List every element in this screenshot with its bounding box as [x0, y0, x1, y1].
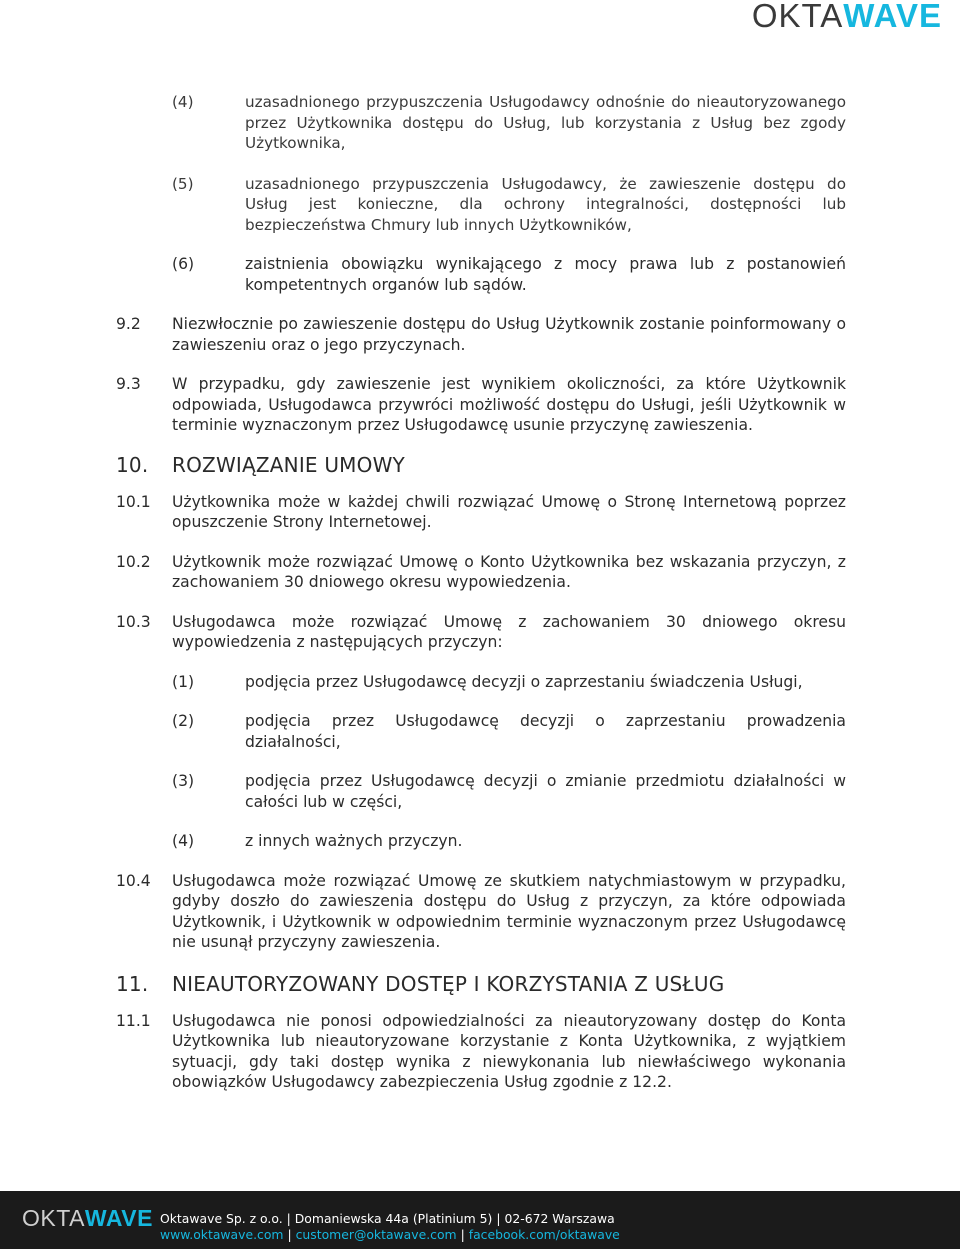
clause-number: 9.2: [116, 315, 141, 333]
list-item-text: uzasadnionego przypuszczenia Usługodawcy odnośnie do nieautoryzowanego przez Użytkownika dostępu do Usług, lub korzystania z Usług bez zgody Użytkownika,: [245, 93, 846, 152]
footer-address: Domaniewska 44a (Platinium 5): [294, 1211, 493, 1226]
clause-text: Usługodawca może rozwiązać Umowę z zachowaniem 30 dniowego okresu wypowiedzenia z następujących przyczyn:: [172, 612, 846, 651]
clause-text: W przypadku, gdy zawieszenie jest wynikiem okoliczności, za które Użytkownik odpowiada, Usługodawca przywróci możliwość dostępu do Usługi, jeśli Użytkownik w terminie wyznaczonym przez Usługodawcę usunie przyczynę zawieszenia.: [172, 375, 846, 434]
footer-company: Oktawave Sp. z o.o.: [160, 1211, 283, 1226]
clause-text: Użytkownik może rozwiązać Umowę o Konto Użytkownika bez wskazania przyczyn, z zachowaniem 30 dniowego okresu wypowiedzenia.: [172, 552, 846, 591]
clause-number: 10.2: [116, 552, 151, 571]
clause-11-1: [116, 1011, 846, 1093]
footer-city: 02-672 Warszawa: [504, 1211, 615, 1226]
list-item: [116, 92, 846, 154]
section-heading-11: [116, 972, 846, 996]
clause-number: 10.1: [116, 492, 151, 511]
list-item: [116, 254, 846, 295]
clause-number: 10.3: [116, 612, 151, 631]
list-item: [116, 711, 846, 752]
footer-separator: |: [287, 1227, 292, 1242]
clause-text: Usługodawca nie ponosi odpowiedzialności za nieautoryzowany dostęp do Konta Użytkownika lub nieautoryzowane korzystanie z Konta Użytkownika, z wyjątkiem sytuacji, gdy taki dostęp wynika z niewykonania lub niewłaściwego wykonania obowiązków Usługodawcy zabezpieczenia Usług zgodnie z 12.2.: [172, 1011, 846, 1091]
section-number: 10.: [116, 452, 149, 477]
list-item-text: podjęcia przez Usługodawcę decyzji o zmianie przedmiotu działalności w całości lub w części,: [245, 772, 846, 811]
list-item-text: z innych ważnych przyczyn.: [245, 832, 463, 850]
list-item-text: uzasadnionego przypuszczenia Usługodawcy, że zawieszenie dostępu do Usług jest konieczne, dla ochrony integralności, dostępności lub bezpieczeństwa Chmury lub innych Użytkowników,: [245, 174, 846, 234]
footer-links-line: [160, 1227, 620, 1243]
footer-address-line: [160, 1211, 620, 1227]
section-title: NIEAUTORYZOWANY DOSTĘP I KORZYSTANIA Z USŁUG: [172, 971, 725, 996]
header-logo: [752, 0, 942, 32]
clause-10-1: [116, 492, 846, 533]
clause-10-4: [116, 871, 846, 953]
clause-9-3: [116, 374, 846, 436]
clause-10-2: [116, 552, 846, 593]
list-item: [116, 672, 846, 693]
document-body: [116, 92, 846, 1093]
footer-separator: |: [286, 1211, 291, 1226]
footer-website-link[interactable]: www.oktawave.com: [160, 1227, 284, 1242]
footer-logo-text-wave: WAVE: [84, 1205, 153, 1231]
footer-contact: [160, 1211, 620, 1243]
clause-10-3: [116, 612, 846, 653]
section-number: 11.: [116, 971, 149, 996]
list-item-text: podjęcia przez Usługodawcę decyzji o zaprzestaniu świadczenia Usługi,: [245, 672, 803, 691]
list-item-text: zaistnienia obowiązku wynikającego z mocy prawa lub z postanowień kompetentnych organów lub sądów.: [245, 255, 846, 294]
list-item-number: (4): [172, 832, 195, 850]
footer-logo: [22, 1205, 153, 1232]
clause-9-2: [116, 314, 846, 355]
clause-text: Usługodawca może rozwiązać Umowę ze skutkiem natychmiastowym w przypadku, gdyby doszło do zawieszenia dostępu do Usług z przyczyn, za które odpowiada Użytkownik, i Użytkownik w odpowiednim terminie wyznaczonym przez Usługodawcę nie usunął przyczyny zawieszenia.: [172, 871, 846, 951]
clause-number: 11.1: [116, 1011, 151, 1030]
list-item-number: (4): [172, 93, 194, 111]
clause-text: Użytkownika może w każdej chwili rozwiązać Umowę o Stronę Internetową poprzez opuszczenie Strony Internetowej.: [172, 492, 846, 531]
footer-separator: |: [496, 1211, 501, 1226]
logo-text-okta: OKTA: [751, 0, 844, 34]
list-item: [116, 771, 846, 812]
clause-text: Niezwłocznie po zawieszenie dostępu do Usług Użytkownik zostanie poinformowany o zawieszeniu oraz o jego przyczynach.: [172, 315, 846, 354]
page-footer: [0, 1191, 960, 1249]
footer-email-link[interactable]: customer@oktawave.com: [295, 1227, 457, 1242]
list-item-number: (2): [172, 712, 195, 730]
logo-text-wave: WAVE: [843, 0, 942, 34]
clause-number: 9.3: [116, 375, 141, 393]
list-item-number: (5): [172, 174, 194, 193]
section-title: ROZWIĄZANIE UMOWY: [172, 452, 405, 477]
list-item: [116, 174, 846, 236]
list-item-text: podjęcia przez Usługodawcę decyzji o zaprzestaniu prowadzenia działalności,: [245, 712, 846, 751]
list-item-number: (6): [172, 255, 195, 273]
clause-number: 10.4: [116, 871, 151, 890]
footer-separator: |: [460, 1227, 465, 1242]
list-item: [116, 831, 846, 852]
section-heading-10: [116, 453, 846, 477]
list-item-number: (3): [172, 772, 195, 790]
list-item-number: (1): [172, 672, 195, 691]
footer-facebook-link[interactable]: facebook.com/oktawave: [468, 1227, 620, 1242]
footer-logo-text-okta: OKTA: [22, 1205, 85, 1231]
